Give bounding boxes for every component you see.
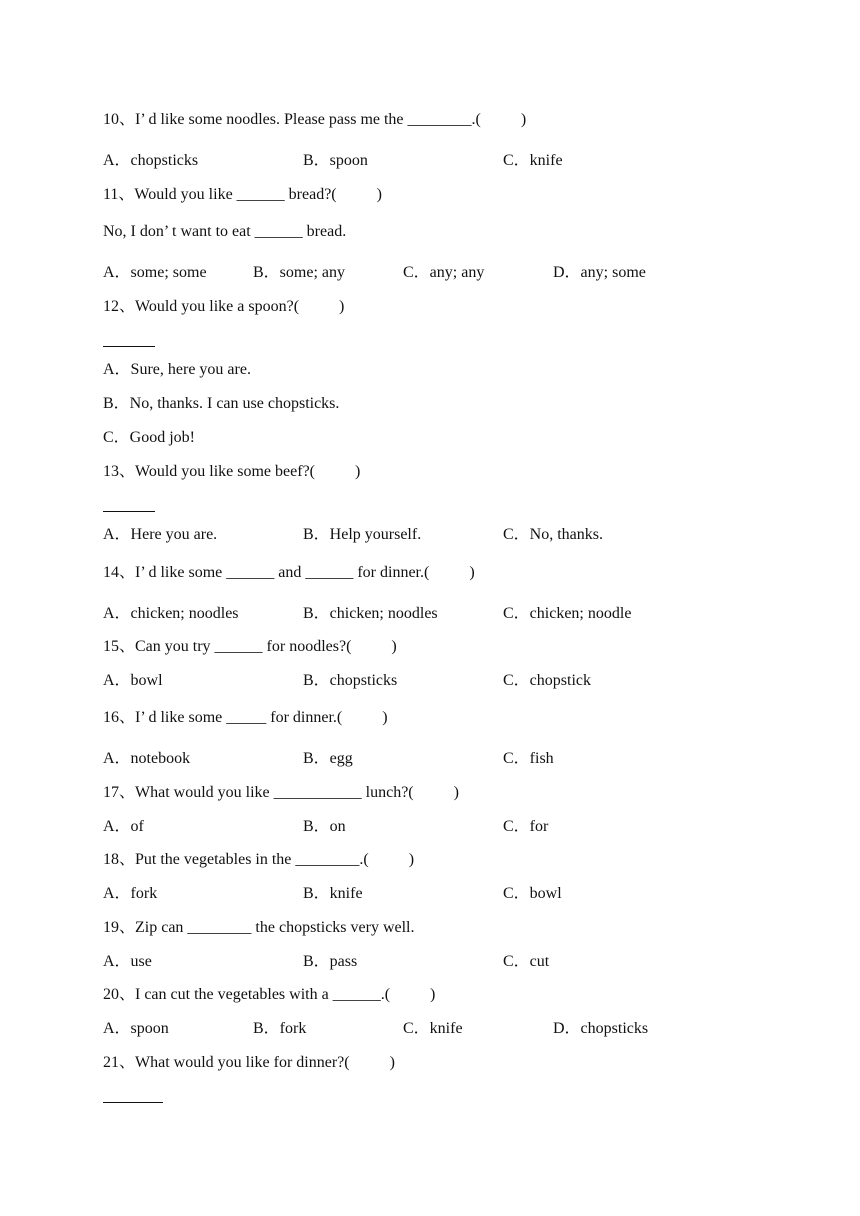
q10-option-a: A．chopsticks: [103, 152, 199, 169]
q11-option-a: A．some; some: [103, 264, 207, 281]
question-19: 19、Zip can ________ the chopsticks very well.: [103, 919, 415, 936]
q13-option-b: B．Help yourself.: [303, 526, 422, 543]
question-10: 10、I’ d like some noodles. Please pass me the ________.( ): [103, 111, 527, 128]
q20-option-c: C．knife: [403, 1020, 463, 1037]
q20-option-b: B．fork: [253, 1020, 307, 1037]
q17-option-b: B．on: [303, 818, 346, 835]
q15-option-a: A．bowl: [103, 672, 163, 689]
q19-option-c: C．cut: [503, 953, 550, 970]
question-18: 18、Put the vegetables in the ________.( ): [103, 851, 415, 868]
question-20: 20、I can cut the vegetables with a ______.( ): [103, 986, 436, 1003]
q20-option-a: A．spoon: [103, 1020, 169, 1037]
q11-option-d: D．any; some: [553, 264, 646, 281]
answer-blank-line: [103, 511, 155, 512]
q18-option-a: A．fork: [103, 885, 158, 902]
q12-option-a: A．Sure, here you are.: [103, 361, 251, 378]
question-16: 16、I’ d like some _____ for dinner.( ): [103, 709, 388, 726]
question-12: 12、Would you like a spoon?( ): [103, 298, 345, 315]
q12-option-c: C．Good job!: [103, 429, 196, 446]
question-17: 17、What would you like ___________ lunch?( ): [103, 784, 459, 801]
q16-option-c: C．fish: [503, 750, 554, 767]
q18-option-b: B．knife: [303, 885, 363, 902]
question-21: 21、What would you like for dinner?( ): [103, 1054, 395, 1071]
q12-option-b: B．No, thanks. I can use chopsticks.: [103, 395, 340, 412]
question-11: 11、Would you like ______ bread?( ): [103, 186, 382, 203]
q17-option-a: A．of: [103, 818, 144, 835]
question-14: 14、I’ d like some ______ and ______ for dinner.( ): [103, 564, 475, 581]
q14-option-b: B．chicken; noodles: [303, 605, 438, 622]
q15-option-b: B．chopsticks: [303, 672, 398, 689]
q10-option-b: B．spoon: [303, 152, 368, 169]
q10-option-c: C．knife: [503, 152, 563, 169]
question-11-response: No, I don’ t want to eat ______ bread.: [103, 223, 347, 240]
q13-option-c: C．No, thanks.: [503, 526, 604, 543]
q15-option-c: C．chopstick: [503, 672, 591, 689]
q14-option-a: A．chicken; noodles: [103, 605, 239, 622]
q17-option-c: C．for: [503, 818, 549, 835]
answer-blank-line: [103, 346, 155, 347]
q18-option-c: C．bowl: [503, 885, 562, 902]
q19-option-b: B．pass: [303, 953, 358, 970]
q19-option-a: A．use: [103, 953, 152, 970]
q20-option-d: D．chopsticks: [553, 1020, 649, 1037]
q11-option-c: C．any; any: [403, 264, 485, 281]
q13-option-a: A．Here you are.: [103, 526, 218, 543]
q11-option-b: B．some; any: [253, 264, 345, 281]
answer-blank-line: [103, 1102, 163, 1103]
question-15: 15、Can you try ______ for noodles?( ): [103, 638, 397, 655]
q16-option-b: B．egg: [303, 750, 353, 767]
q14-option-c: C．chicken; noodle: [503, 605, 632, 622]
question-13: 13、Would you like some beef?( ): [103, 463, 361, 480]
q16-option-a: A．notebook: [103, 750, 191, 767]
